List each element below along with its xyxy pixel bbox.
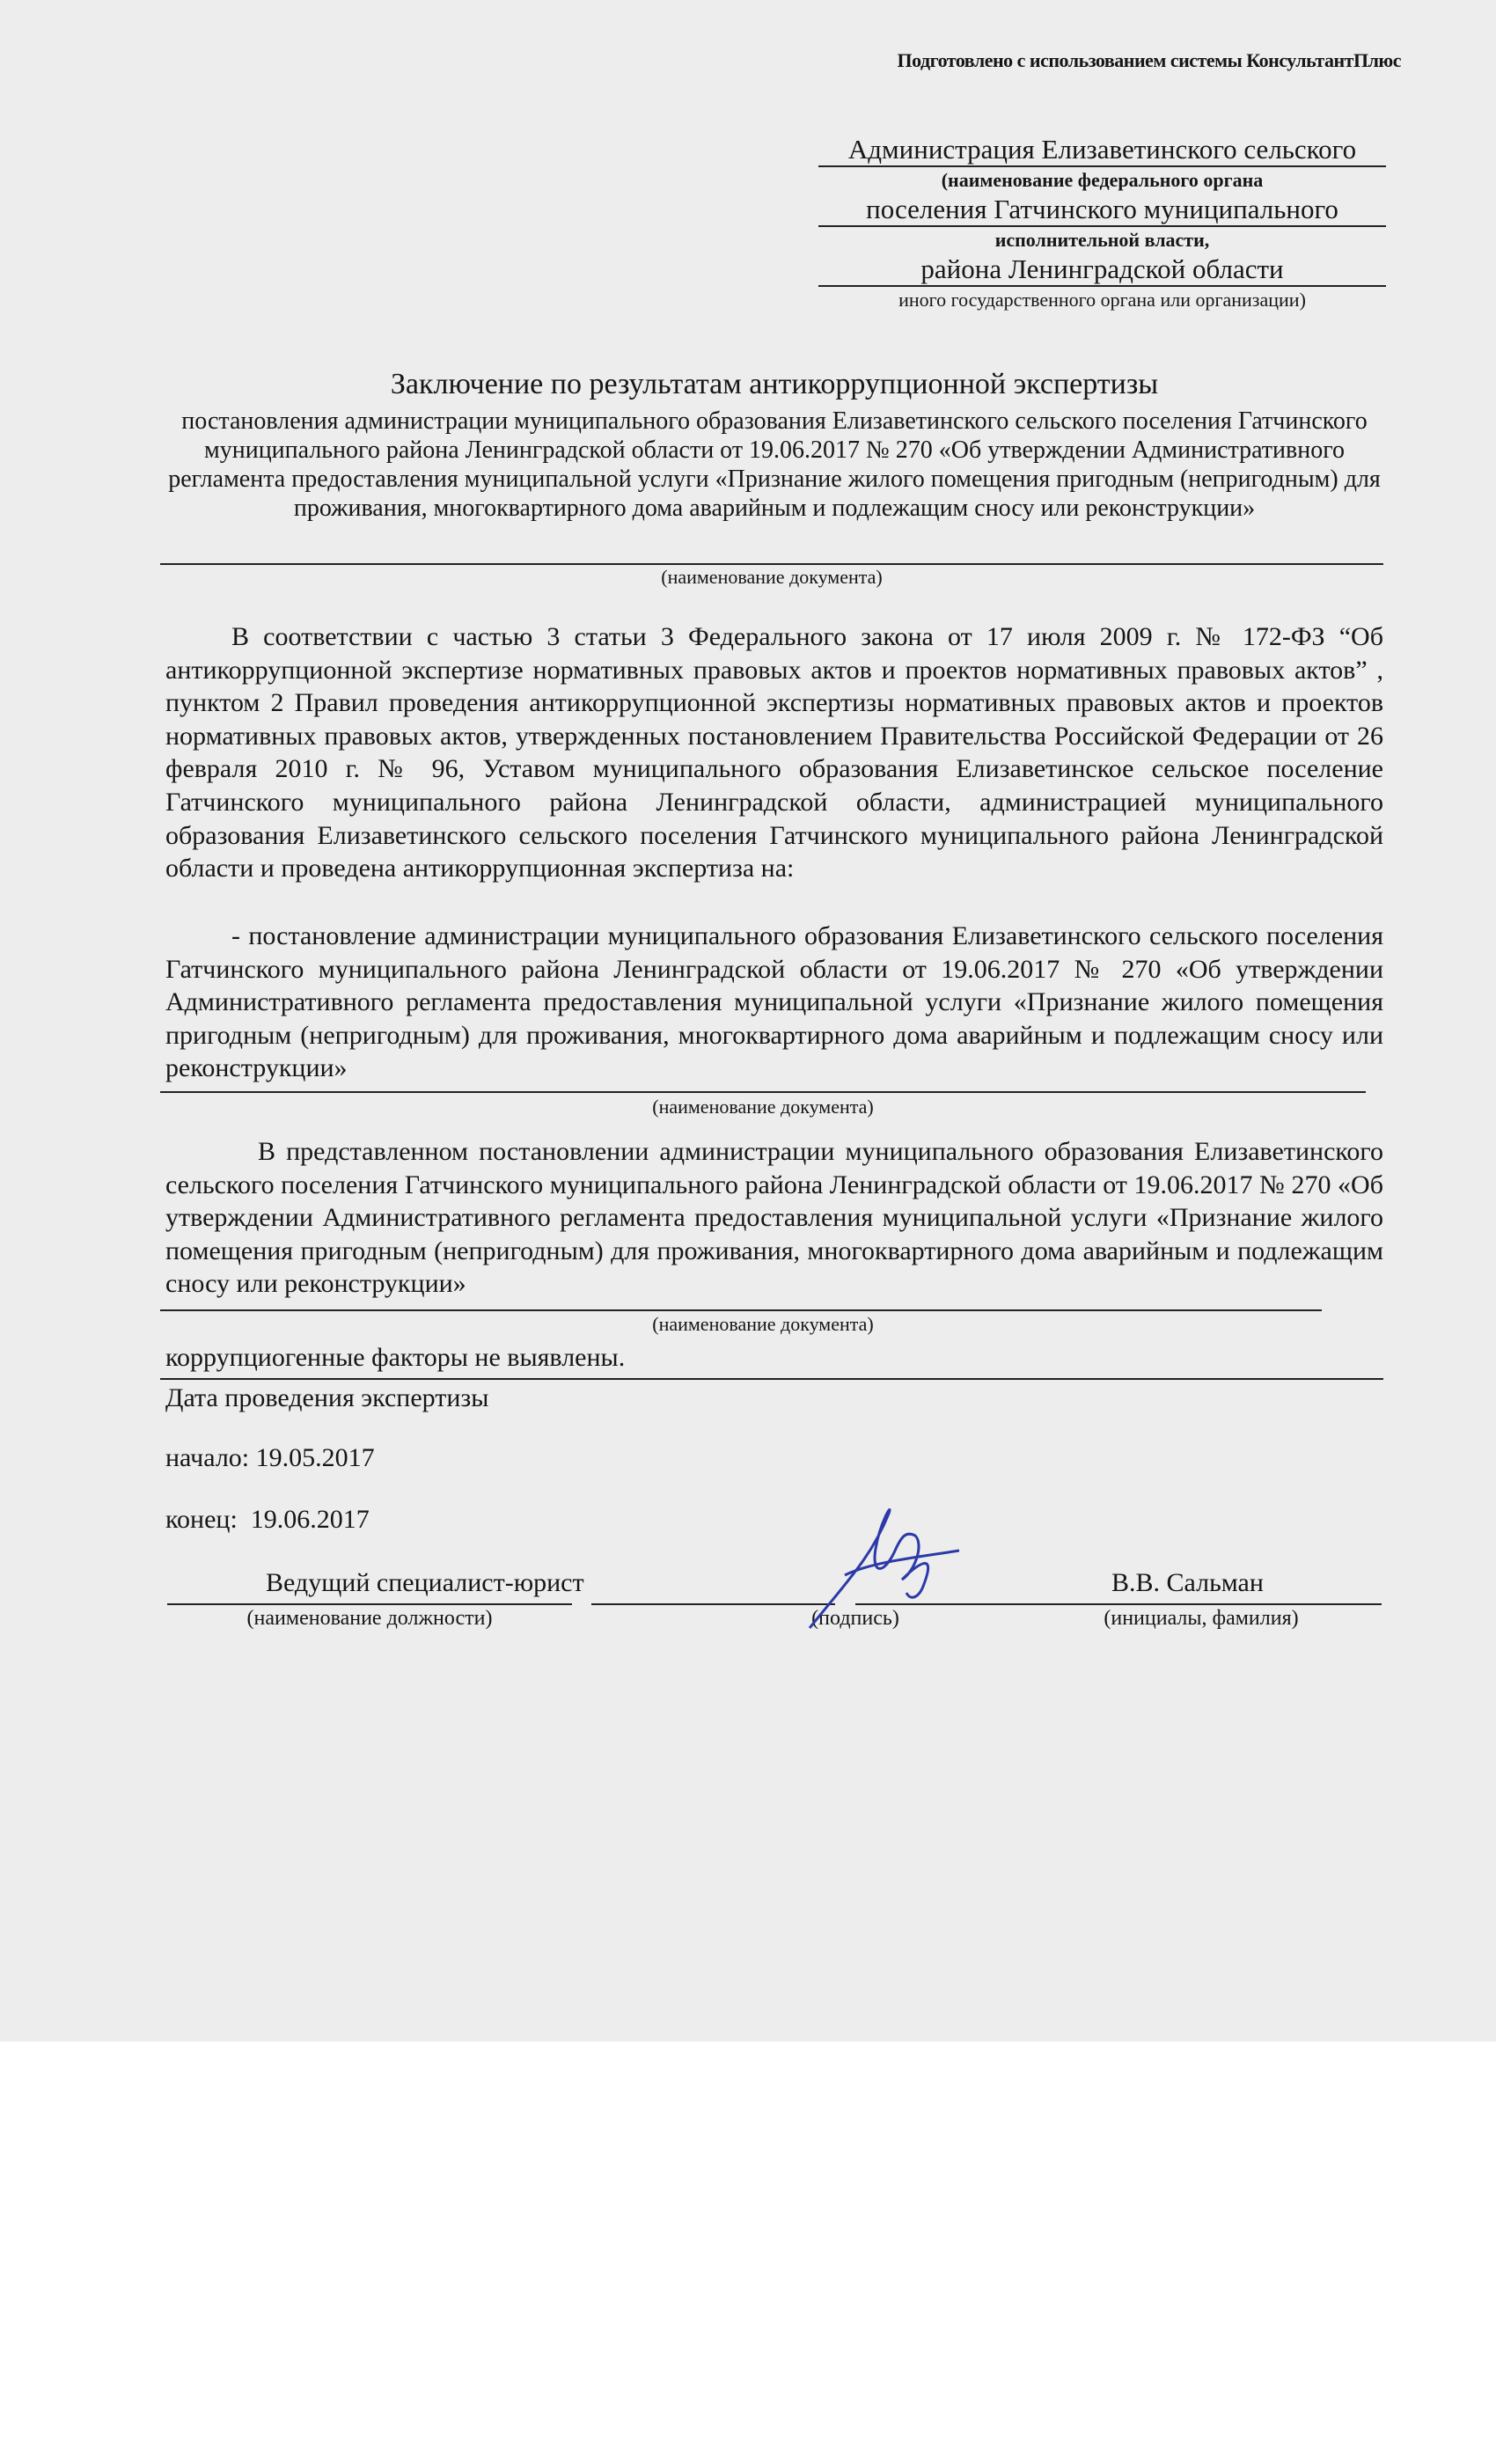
divider [160,563,1383,565]
addressee-hint-3: иного государственного органа или организации) [898,289,1306,311]
divider [160,1309,1322,1311]
conclusion: коррупциогенные факторы не выявлены. [165,1343,626,1372]
list-item: - постановление администрации муниципального образования Елизаветинского сельского поселения Гатчинского муниципального района Ленинградской области от 19.06.2017 № 270 «Об утверждении Административного регламента предоставления муниципальной услуги «Признание жилого помещения пригодным (непригодным) для проживания, многоквартирного дома аварийным и подлежащим сносу или реконструкции» [165,921,1383,1083]
signer-name: В.В. Сальман [1111,1568,1264,1597]
doc-name-label: (наименование документа) [652,1313,874,1335]
paragraph-1: В соответствии с частью 3 статьи 3 Федерального закона от 17 июля 2009 г. № 172-ФЗ “Об антикоррупционной экспертизе нормативных правовых актов и проектов нормативных правовых актов” , пунктом 2 Правил проведения антикоррупционной экспертизы нормативных правовых актов и проектов нормативных правовых актов, утвержденных постановлением Правительства Российской Федерации от 26 февраля 2010 г. № 96, Уставом муниципального образования Елизаветинское сельское поселение Гатчинского муниципального района Ленинградской области, администрацией муниципального образования Елизаветинского сельского поселения Гатчинского муниципального района Ленинградской области и проведена антикоррупционная экспертиза на: [165,622,1383,884]
position: Ведущий специалист-юрист [266,1568,584,1597]
paragraph-2: В представленном постановлении администрации муниципального образования Елизаветинского сельского поселения Гатчинского муниципального района Ленинградской области от 19.06.2017 № 270 «Об утверждении Административного регламента предоставления муниципальной услуги «Признание жилого помещения пригодным (непригодным) для проживания, многоквартирного дома аварийным и подлежащим сносу или реконструкции» [165,1137,1383,1299]
header-note: Подготовлено с использованием системы КонсультантПлюс [897,49,1401,71]
addressee-hint-2: исполнительной власти, [994,229,1210,251]
doc-name-label: (наименование документа) [652,1096,874,1118]
document-subtitle: постановления администрации муниципального образования Елизаветинского сельского поселения Гатчинского муниципального района Ленинградской области от 19.06.2017 № 270 «Об утверждении Административного регламента предоставления муниципальной услуги «Признание жилого помещения пригодным (непригодным) для проживания, многоквартирного дома аварийным и подлежащим сносу или реконструкции» [168,407,1381,522]
addressee-line-3: района Ленинградской области [818,253,1386,287]
document-title: Заключение по результатам антикоррупционной экспертизы [390,368,1159,400]
doc-name-label: (наименование документа) [661,566,883,588]
addressee-line-1: Администрация Елизаветинского сельского [818,134,1386,167]
addressee-line-2: поселения Гатчинского муниципального [818,194,1386,227]
position-line [167,1603,572,1605]
date-heading: Дата проведения экспертизы [165,1383,489,1412]
divider [160,1091,1366,1093]
position-label: (наименование должности) [246,1607,493,1630]
divider [160,1378,1383,1380]
addressee-hint-1: (наименование федерального органа [941,169,1264,191]
name-label: (инициалы, фамилия) [1104,1607,1299,1630]
signature-label: (подпись) [811,1607,899,1630]
start-date: начало: 19.05.2017 [165,1443,375,1472]
addressee-block [818,134,1386,313]
end-date: конец: 19.06.2017 [165,1505,370,1534]
handwritten-signature [792,1496,968,1637]
